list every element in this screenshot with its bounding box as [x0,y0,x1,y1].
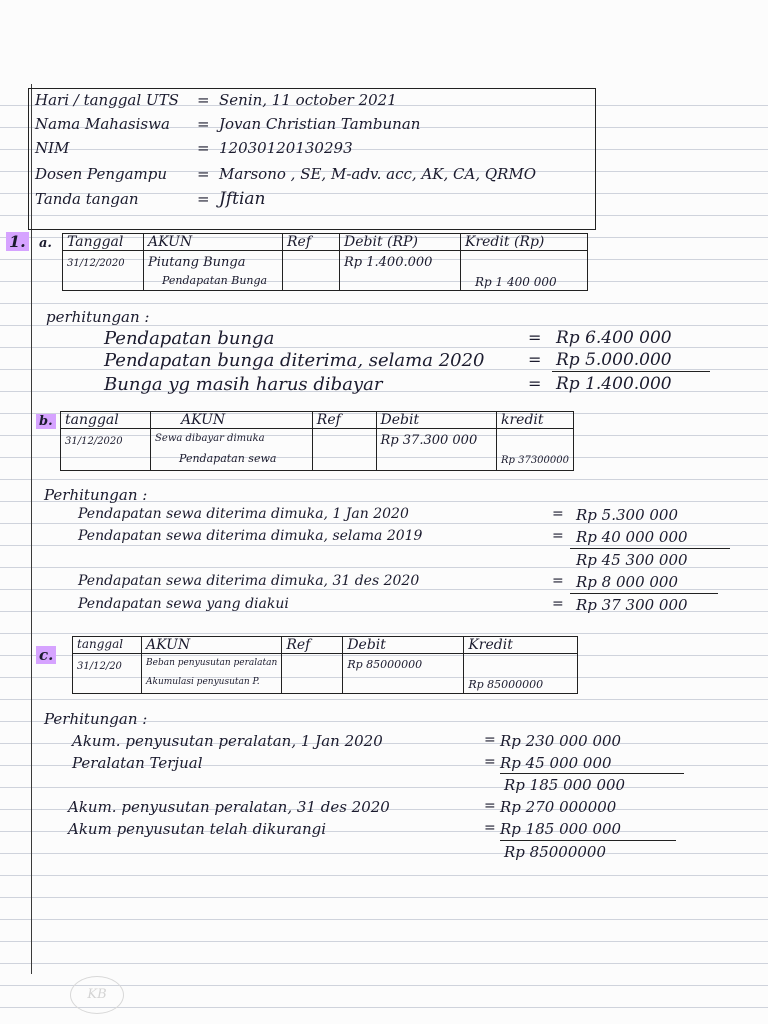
info-label: Nama Mahasiswa [35,115,170,133]
section-a-marker: a. [39,236,52,251]
calc-value: Rp 6.400 000 [556,328,672,348]
col-header-credit: kredit [496,412,573,429]
calc-value: Rp 85000000 [504,843,607,861]
info-row-signature [35,189,265,209]
calc-title-a: perhitungan : [46,308,150,326]
entry-account: Beban penyusutan peralatan [146,658,278,668]
watermark-stamp: KB [70,976,124,1014]
col-header-ref: Ref [312,412,376,429]
table-row [63,251,588,291]
info-label: Hari / tanggal UTS [35,91,179,109]
entry-date: 31/12/20 [77,661,122,672]
cell-debit: Rp 85000000 [343,654,464,694]
calc-label: Pendapatan bunga diterima, selama 2020 [104,350,485,371]
info-sep: = [197,165,210,183]
calc-sign: = [528,374,542,393]
info-label: NIM [35,139,70,157]
calc-label: Pendapatan sewa diterima dimuka, 1 Jan 2020 [78,506,409,522]
calc-value: Rp 185 000 000 [504,776,626,794]
calc-sign: = [484,732,496,748]
calc-value: Rp 40 000 000 [576,528,688,546]
table-row [73,654,578,694]
calc-value: Rp 45 300 000 [576,551,688,569]
entry-date: 31/12/2020 [67,258,125,269]
subtotal-line [570,548,730,549]
calc-label: Pendapatan sewa diterima dimuka, selama 2019 [78,528,423,544]
calc-sign: = [484,754,496,770]
col-header-credit: Kredit (Rp) [461,234,588,251]
calc-value: Rp 1.400.000 [556,374,672,394]
subtotal-line [552,371,710,372]
col-header-debit: Debit (RP) [340,234,461,251]
table-header-row [73,637,578,654]
cell-account [144,251,283,291]
col-header-account: AKUN [151,412,313,429]
subtotal-line [500,840,676,841]
info-value: Marsono , SE, M-adv. acc, AK, CA, QRMO [219,165,537,183]
col-header-account: AKUN [142,637,282,654]
col-header-ref: Ref [282,637,343,654]
info-sep: = [197,139,210,157]
calc-label: Peralatan Terjual [72,754,203,772]
calc-label: Pendapatan sewa yang diakui [78,596,289,612]
col-header-date: tanggal [73,637,142,654]
cell-account [151,429,313,471]
col-header-debit: Debit [376,412,496,429]
info-row-lecturer [35,165,536,183]
col-header-credit: Kredit [464,637,578,654]
col-header-date: Tanggal [63,234,144,251]
calc-sign: = [552,596,564,612]
info-sep: = [197,190,210,208]
info-row-date [35,91,397,109]
calc-value: Rp 5.000.000 [556,350,672,370]
calc-title-c: Perhitungan : [44,710,148,728]
col-header-account: AKUN [144,234,283,251]
cell-date [63,251,144,291]
cell-ref [312,429,376,471]
calc-label: Bunga yg masih harus dibayar [104,374,383,395]
subtotal-line [570,593,718,594]
calc-sign: = [528,350,542,369]
cell-ref [282,654,343,694]
section-b-marker: b. [36,414,56,429]
col-header-ref: Ref [283,234,340,251]
calc-value: Rp 45 000 000 [500,754,612,772]
student-info-box [28,88,596,230]
cell-ref [283,251,340,291]
subtotal-line [500,773,684,774]
journal-table-b [60,411,574,471]
calc-title-b: Perhitungan : [44,486,148,504]
calc-sign: = [552,506,564,522]
signature: Jftian [219,189,266,209]
entry-account-credit: Akumulasi penyusutan P. [146,677,260,687]
calc-value: Rp 230 000 000 [500,732,622,750]
info-value: Jovan Christian Tambunan [219,115,421,133]
cell-debit: Rp 37.300 000 [376,429,496,471]
journal-table-c [72,636,578,694]
calc-value: Rp 270 000000 [500,798,617,816]
cell-credit: Rp 85000000 [464,654,578,694]
cell-date [61,429,151,471]
entry-account: Piutang Bunga [148,255,246,270]
info-sep: = [197,91,210,109]
calc-sign: = [552,573,564,589]
calc-sign: = [484,798,496,814]
calc-label: Akum. penyusutan peralatan, 31 des 2020 [68,798,390,816]
question-number: 1. [6,232,29,251]
info-value: 12030120130293 [219,139,353,157]
col-header-date: tanggal [61,412,151,429]
cell-debit: Rp 1.400.000 [340,251,461,291]
info-label: Tanda tangan [35,190,139,208]
calc-sign: = [484,820,496,836]
calc-value: Rp 37 300 000 [576,596,688,614]
table-row [61,429,574,471]
calc-label: Akum. penyusutan peralatan, 1 Jan 2020 [72,732,383,750]
entry-account-credit: Pendapatan sewa [179,452,277,465]
entry-account: Sewa dibayar dimuka [155,433,265,444]
table-header-row [61,412,574,429]
info-label: Dosen Pengampu [35,165,168,183]
calc-value: Rp 5.300 000 [576,506,679,524]
entry-account-credit: Pendapatan Bunga [162,274,268,287]
cell-credit: Rp 1 400 000 [461,251,588,291]
calc-value: Rp 8 000 000 [576,573,679,591]
info-row-name [35,115,420,133]
info-value: Senin, 11 october 2021 [219,91,397,109]
cell-credit: Rp 37300000 [496,429,573,471]
calc-label: Pendapatan sewa diterima dimuka, 31 des 2020 [78,573,420,589]
journal-table-a [62,233,588,291]
cell-account [142,654,282,694]
table-header-row [63,234,588,251]
cell-date [73,654,142,694]
calc-value: Rp 185 000 000 [500,820,622,838]
calc-sign: = [552,528,564,544]
calc-sign: = [528,328,542,347]
info-sep: = [197,115,210,133]
page-top-margin [0,0,768,84]
info-row-nim [35,139,353,157]
col-header-debit: Debit [343,637,464,654]
calc-label: Pendapatan bunga [104,328,275,349]
section-c-marker: c. [36,646,56,664]
entry-date: 31/12/2020 [65,436,123,447]
calc-label: Akum penyusutan telah dikurangi [68,820,327,838]
